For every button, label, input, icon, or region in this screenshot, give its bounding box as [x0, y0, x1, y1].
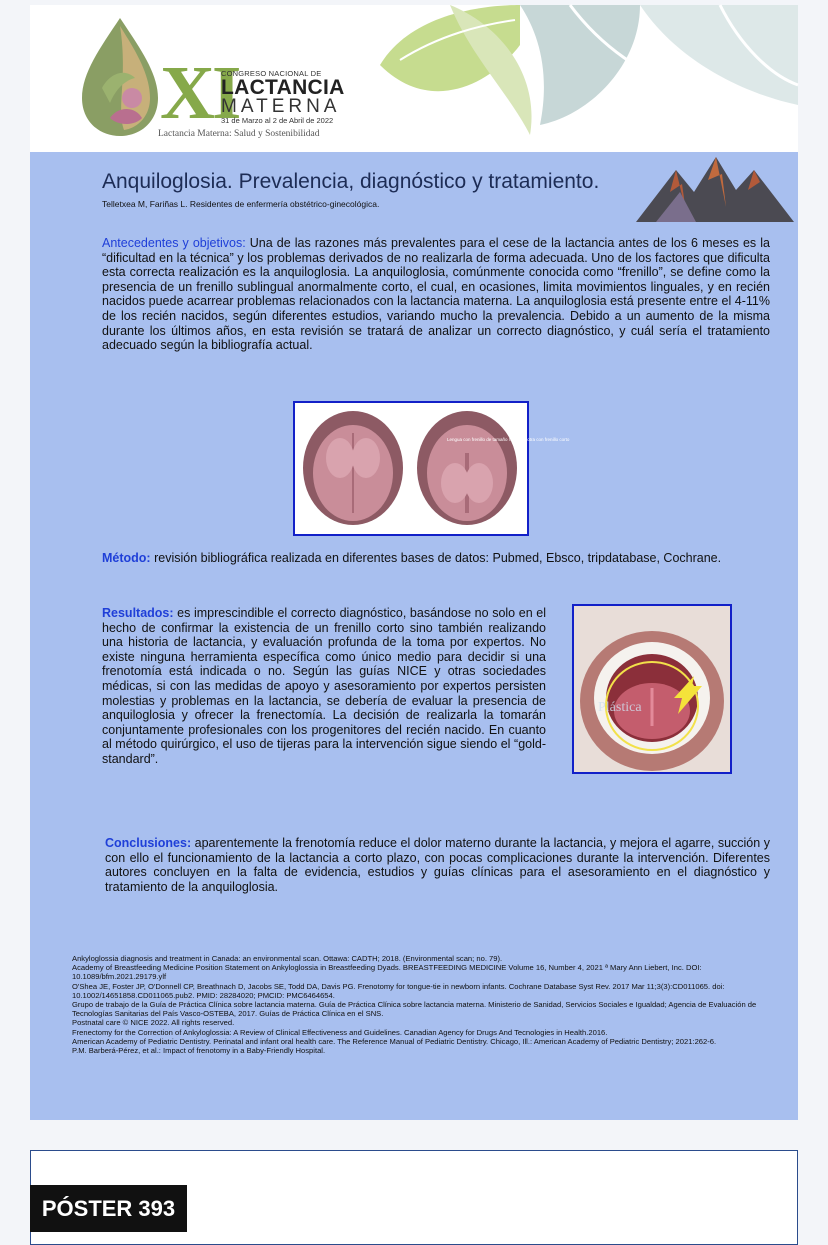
label-antecedentes: Antecedentes y objetivos: [102, 236, 246, 250]
mountains-icon [636, 152, 796, 224]
decorative-leaves [340, 5, 798, 152]
figure2-watermark: Plástica [598, 700, 642, 715]
poster-header [30, 5, 798, 152]
congress-logo-icon [80, 18, 160, 138]
section-antecedentes [102, 236, 770, 353]
references [72, 954, 758, 1055]
text-resultados: es imprescindible el correcto diagnóstico, basándose no solo en el hecho de confirmar la existencia de un frenillo corto sino también realizando una historia de lactancia, y evaluación profunda de la toma por expertos. No existe ninguna herramienta específica como único medio para decidir si una frenotomía está indicada o no. Según las guías NICE y otras sociedades médicas, si con las medidas de apoyo y asesoramiento por expertos persisten molestias y problemas en la lactancia, se debería de evaluar la presencia de anquiloglosia y ofrecer la frenectomía. La decisión de realizarla la tomarán conjuntamente profesionales con los progenitores del recién nacido. En cuanto al método quirúrgico, el uso de tijeras para la intervención sigue siendo el “gold-standard”. [102, 606, 546, 766]
section-conclusiones [105, 836, 770, 894]
logo-numeral: XI [160, 51, 239, 135]
logo-materna: MATERNA [221, 96, 341, 117]
text-metodo: revisión bibliográfica realizada en diferentes bases de datos: Pubmed, Ebsco, tripdatabase, Cochrane. [150, 551, 722, 565]
label-resultados: Resultados: [102, 606, 174, 620]
figure1-caption: Lengua con frenillo de tamaño normal y otra con frenillo corto [447, 437, 570, 442]
text-conclusiones: aparentemente la frenotomía reduce el dolor materno durante la lactancia, y mejora el agarre, succión y con ello el funcionamiento de la lactancia a corto plazo, con pocas complicaciones durante la intervención. Diferentes autores concluyen en la falta de evidencia, estudios y guías clínicas para el asesoramiento en el diagnóstico y tratamiento de la anquiloglosia. [105, 836, 770, 894]
section-resultados [102, 606, 546, 767]
reference-item: Frenectomy for the Correction of Ankyloglossia: A Review of Clinical Effectiveness and Guidelines. Canadian Agency for Drugs And Tecnologies in Health.2016. [72, 1027, 608, 1037]
label-conclusiones: Conclusiones: [105, 836, 192, 850]
section-metodo [102, 551, 770, 566]
poster [30, 5, 798, 1120]
label-metodo: Método: [102, 551, 151, 565]
figure-mouth-frenulum [572, 604, 732, 774]
poster-authors: Telletxea M, Fariñas L. Residentes de enfermería obstétrico-ginecológica. [102, 199, 380, 209]
reference-item: Ankyloglossia diagnosis and treatment in Canada: an environmental scan. Ottawa: CADTH; 2018. (Environmental scan; no. 79). [72, 954, 503, 963]
reference-item: American Academy of Pediatric Dentistry. Perinatal and infant oral health care. The Reference Manual of Pediatric Dentistry. Chicago, Ill.: American Academy of Pediatric Dentistry; 2021:262-6. [72, 1036, 717, 1046]
poster-title: Anquiloglosia. Prevalencia, diagnóstico y tratamiento. [102, 170, 600, 193]
poster-number-badge: PÓSTER 393 [30, 1185, 187, 1232]
tongue-illustration-icon [295, 403, 570, 534]
text-antecedentes: Una de las razones más prevalentes para el cese de la lactancia antes de los 6 meses es la “dificultad en la técnica” y los problemas derivados de no realizarla de forma adecuada. Uno de los factores que dificulta esta correcta realización es la anquiloglosia. La anquiloglosia, comúnmente conocida como “frenillo”, se define como la presencia de un frenillo sublingual anormalmente corto, el cual, en ocasiones, limita movimientos linguales, y en recién nacidos puede acarrear problemas relacionados con la lactancia materna. La anquiloglosia está presente entre el 4-11% de los recién nacidos, según diferentes estudios, variando mucho la prevalencia. Debido a un aumento de la misma durante los últimos años, en esta revisión se tratará de analizar un correcto diagnóstico, y cuál sería el tratamiento adecuado según la bibliografía actual. [102, 236, 770, 353]
reference-item: P.M. Barberá-Pérez, et al.: Impact of frenotomy in a Baby-Friendly Hospital. [72, 1046, 326, 1056]
logo-tagline: Lactancia Materna: Salud y Sostenibilidad [158, 129, 320, 139]
logo-lactancia: LACTANCIA [221, 76, 345, 99]
reference-item: O'Shea JE, Foster JP, O'Donnell CP, Breathnach D, Jacobs SE, Todd DA, Davis PG. Frenotomy for tongue-tie in newborn infants. Cochrane Database Syst Rev. 2017 Mar 11;3(3):CD011065. doi: 10.1002/14651858.CD011065.pub2. PMID: 28284020; PMCID: PMC6464654. [72, 981, 725, 1000]
reference-item: Postnatal care © NICE 2022. All rights reserved. [72, 1018, 235, 1028]
reference-item: Grupo de trabajo de la Guía de Práctica Clínica sobre lactancia materna. Guía de Práctica Clínica sobre lactancia materna. Ministerio de Sanidad, Servicios Sociales e Igualdad; Agencia de Evaluación de Tecnologías Sanitarias del País Vasco-OSTEBA, 2017. Guías de Práctica Clínica en el SNS. [72, 1000, 757, 1019]
reference-item: Academy of Breastfeeding Medicine Position Statement on Ankyloglossia in Breastfeeding Dyads. BREASTFEEDING MEDICINE Volume 16, Number 4, 2021 ª Mary Ann Liebert, Inc. DOI: 10.1089/bfm.2021.29179.ylf [72, 963, 702, 982]
logo-dates: 31 de Marzo al 2 de Abril de 2022 [221, 116, 334, 125]
logo-congress-line: CONGRESO NACIONAL DE [221, 69, 322, 78]
mouth-illustration-icon [574, 606, 730, 772]
figure-tongue-comparison [293, 401, 570, 536]
